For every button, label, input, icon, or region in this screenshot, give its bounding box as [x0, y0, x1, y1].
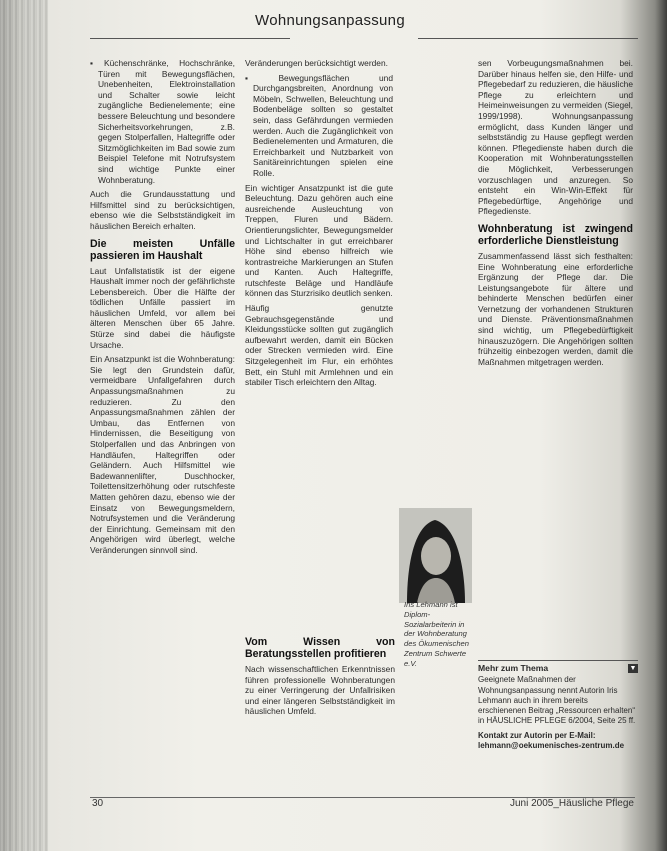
col2-paragraph: Nach wissenschaftlichen Erkenntnissen führen professionelle Wohnberatungen zu einer Verringerung der Unfallrisiken und einer längeren Selbstständigkeit im häuslichen Umfeld.	[245, 664, 395, 717]
col2-paragraph: Häufig genutzte Gebrauchsgegenstände und Kleidungsstücke sollten gut zugänglich aufbewahrt werden, damit ein Bücken oder Strecken vermieden wird. Eine Sitzgelegenheit im Flur, ein erhöhtes Bett, ein Stuhl mit Armlehnen und ein stabiler Tisch erleichtern den Alltag.	[245, 303, 393, 388]
col2-bullet: ▪ Bewegungsflächen und Durchgangsbreiten, Anordnung von Möbeln, Schwellen, Beleuchtung und Bodenbeläge sollten so gestaltet sein, dass Gefährdungen vermieden werden. Auch die Zugänglichkeit von Bedienelementen und Armaturen, die Erreichbarkeit und Nutzbarkeit von Sanitäreinrichtungen spielen eine Rolle.	[245, 73, 393, 179]
info-box-text: Geeignete Maßnahmen der Wohnungsanpassung nennt Autorin Iris Lehmann auch in ihrem bereits erschienenen Beitrag „Ressourcen erhalten“ in HÄUSLICHE PFLEGE 6/2004, Seite 25 ff.	[478, 675, 636, 726]
arrow-down-icon: ▼	[629, 664, 637, 672]
col3-paragraph: Zusammenfassend lässt sich festhalten: Eine Wohnberatung eine erforderliche Ergänzung der Pflege dar. Die Leistungsangebote für ältere und behinderte Menschen bedürfen einer Vernetzung der vorhandenen Strukturen und Dienste. Präventionsmaßnahmen sind wichtig, um Pflegebedürftigkeit hinauszuzögern. Die Angehörigen sollten frühzeitig einbezogen werden, damit die Maßnahmen mitgetragen werden.	[478, 250, 633, 367]
header-rule-right	[418, 38, 638, 39]
col1-bullet: ▪ Küchenschränke, Hochschränke, Türen mit Bewegungsflächen, Unebenheiten, Elektroinstallation und Schalter sowie leicht zugängliche Bedienelemente; eine bessere Beleuchtung und besondere Sicherheitsvorkehrungen, z.B. gegen Stolperfallen, Haltegriffe oder Sitzmöglichkeiten im Bad sowie zum Beispiel Telefone mit Notrufsystem sind wichtige Punkte einer Wohnberatung.	[90, 58, 235, 185]
info-box-title: Mehr zum Thema	[478, 663, 549, 673]
header-rule-left	[90, 38, 290, 39]
info-box-contact: Kontakt zur Autorin per E-Mail: lehmann@oekumenisches-zentrum.de	[478, 730, 625, 751]
photo-caption: Iris Lehmann ist Diplom-Sozialarbeiterin in der Wohnberatung des Ökumenischen Zentrum Schwerte e.V.	[404, 600, 470, 668]
col1-paragraph: Laut Unfallstatistik ist der eigene Haushalt immer noch der gefährlichste Lebensbereich. Über die Hälfte der tödlichen Unfälle passiert im häuslichen Umfeld, vor allem bei älteren Menschen über 65 Jahre. Stürze sind dabei die häufigste Ursache.	[90, 265, 235, 350]
column-three	[478, 58, 633, 371]
col3-heading: Wohnberatung ist zwingend erforderliche Dienstleistung	[478, 222, 633, 247]
col1-paragraph: Auch die Grundausstattung und Hilfsmittel sind zu berücksichtigen, ebenso wie die Selbstständigkeit im häuslichen Bereich erhalten.	[90, 189, 235, 231]
col2-heading: Vom Wissen von Beratungsstellen profitieren	[245, 636, 395, 660]
col3-paragraph: sen Vorbeugungsmaßnahmen bei. Darüber hinaus helfen sie, den Hilfe- und Pflegebedarf zu reduzieren, die häusliche Pflege zu erleichtern und Heimeinweisungen zu vermeiden (Siegel, 1999/1998). Wohnungsanpassung ermöglicht, dass Kunden länger und selbstständig zu Hause gepflegt werden können. Pflegedienste haben durch die Kooperation mit Wohnberatungsstellen die Möglichkeit, Verbesserungen vorzuschlagen und anzuregen. So entsteht ein Win-Win-Effekt für Pflegebedürftige, Angehörige und Pflegedienste.	[478, 58, 633, 217]
issue-label: Juni 2005_Häusliche Pflege	[510, 798, 634, 809]
col2-paragraph: Ein wichtiger Ansatzpunkt ist die gute Beleuchtung. Dazu gehören auch eine ausreichende Ausleuchtung von Treppen, Fluren und Bädern. Orientierungslichter, Bewegungsmelder und Lichtschalter in gut erreichbarer Höhe sind ebenso hilfreich wie kontrastreiche Markierungen an Stufen und Kanten. Auch Haltegriffe, rutschfeste Beläge und Handläufe können das Sturzrisiko deutlich senken.	[245, 182, 393, 299]
col1-heading: Die meisten Unfälle passieren im Haushalt	[90, 237, 235, 262]
author-photo	[399, 508, 472, 603]
column-one	[90, 58, 235, 560]
page-edge-strip	[0, 0, 48, 851]
info-box	[478, 660, 638, 751]
page-number: 30	[92, 798, 104, 809]
info-box-header	[478, 660, 638, 673]
col1-paragraph: Ein Ansatzpunkt ist die Wohnberatung: Sie legt den Grundstein dafür, vermeidbare Unfallgefahren durch Anpassungsmaßnahmen zu reduzieren. Zu den Anpassungsmaßnahmen zählen der Umbau, das Entfernen von Hindernissen, die Beseitigung von Stolperfallen und das Anbringen von Handläufen, Haltegriffen oder Geländern. Auch Hilfsmittel wie Badewannenlifter, Duschhocker, Toilettensitzerhöhung oder rutschfeste Matten gehören dazu, ebenso wie der Einsatz von Bewegungsmeldern, Notrufsystemen und die Veränderung der Einrichtung. Gemeinsam mit den Angehörigen wird überlegt, welche Veränderungen sinnvoll sind.	[90, 354, 235, 555]
column-two-lower	[245, 630, 395, 721]
portrait-image	[399, 508, 472, 603]
col2-paragraph: Veränderungen berücksichtigt werden.	[245, 58, 388, 68]
page-header: Wohnungsanpassung	[255, 12, 405, 29]
column-two	[245, 58, 393, 392]
